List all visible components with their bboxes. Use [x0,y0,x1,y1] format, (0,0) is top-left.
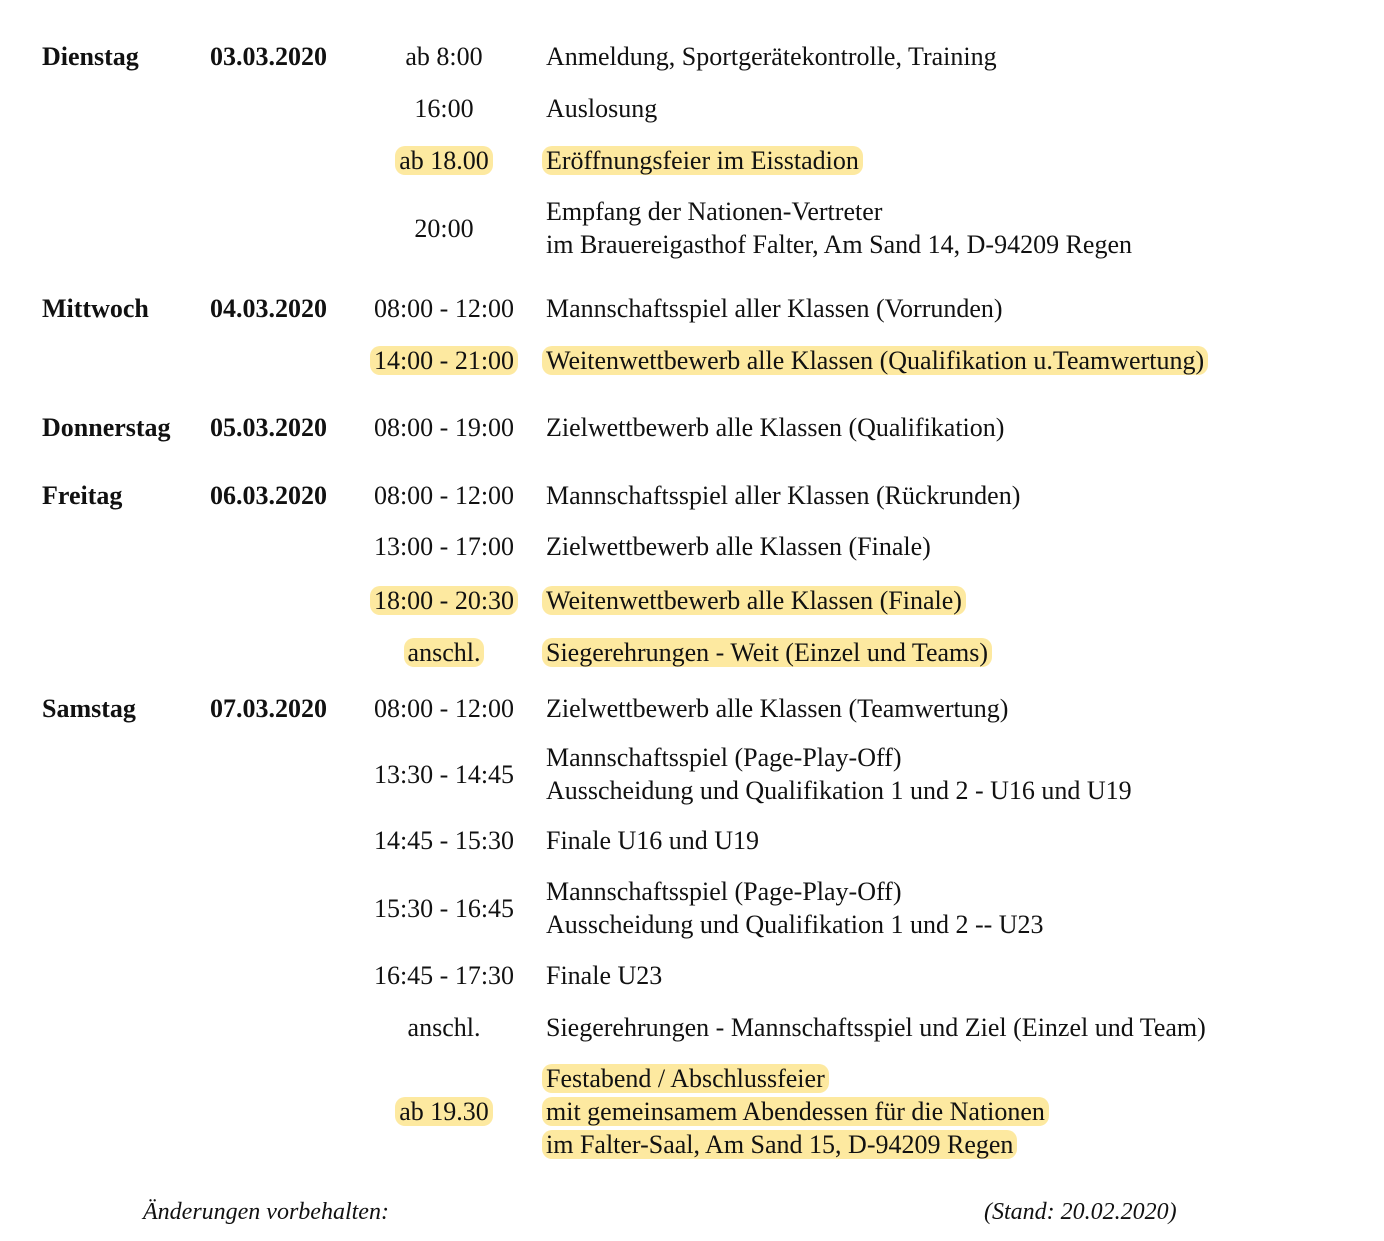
time-text: 18:00 - 20:30 [370,586,518,615]
time-slot [362,411,526,444]
time-text: ab 8:00 [405,42,483,71]
time-slot [362,144,526,177]
event-line: Finale U16 und U19 [546,826,760,855]
time-slot [362,892,526,925]
event-line: Ausscheidung und Qualifikation 1 und 2 - U16 und U19 [546,776,1132,805]
event-line: Zielwettbewerb alle Klassen (Qualifikation) [546,413,1005,442]
event-line: Auslosung [546,94,658,123]
date-label: 05.03.2020 [210,413,327,442]
time-text: 08:00 - 12:00 [373,481,515,510]
event-description [546,824,759,857]
time-text: 13:30 - 14:45 [373,759,515,789]
time-text: 16:45 - 17:30 [373,961,515,990]
event-description [546,875,1044,941]
status-date: (Stand: 20.02.2020) [984,1199,1177,1225]
event-description [546,530,931,563]
time-text: 08:00 - 19:00 [373,413,515,442]
time-slot [362,692,526,725]
time-text: ab 18.00 [395,146,493,175]
time-text: 20:00 [414,213,474,243]
changes-note: Änderungen vorbehalten: [143,1199,389,1225]
event-line: Empfang der Nationen-Vertreter [546,197,883,226]
event-line: Zielwettbewerb alle Klassen (Teamwertung) [546,694,1009,723]
time-text: 13:00 - 17:00 [373,532,515,561]
event-description [546,692,1008,725]
event-line: Ausscheidung und Qualifikation 1 und 2 -- U23 [546,910,1044,939]
date-label: 04.03.2020 [210,294,327,323]
time-slot [362,344,526,377]
event-line: Weitenwettbewerb alle Klassen (Qualifikation u.Teamwertung) [542,346,1208,375]
event-line: Mannschaftsspiel aller Klassen (Rückrunden) [546,481,1021,510]
event-line: Siegerehrungen - Mannschaftsspiel und Ziel (Einzel und Team) [546,1013,1206,1042]
time-slot [362,212,526,245]
event-line: Anmeldung, Sportgerätekontrolle, Training [546,42,997,71]
event-description [546,741,1132,807]
event-line: Zielwettbewerb alle Klassen (Finale) [546,532,931,561]
event-line: Mannschaftsspiel (Page-Play-Off) [546,743,902,772]
event-description [546,344,1204,377]
event-description [546,584,962,617]
time-text: 14:00 - 21:00 [370,346,518,375]
event-line: Siegerehrungen - Weit (Einzel und Teams) [542,638,992,667]
event-description [546,144,859,177]
event-line: Mannschaftsspiel (Page-Play-Off) [546,877,902,906]
time-slot [362,1011,526,1044]
time-text: anschl. [404,638,485,667]
event-description [546,1011,1206,1044]
day-label: Mittwoch [42,294,149,323]
event-description [546,959,662,992]
event-description [546,292,1003,325]
time-slot [362,636,526,669]
event-line: Festabend / Abschlussfeier [542,1064,829,1093]
event-description [546,479,1020,512]
time-slot [362,530,526,563]
date-label: 03.03.2020 [210,42,327,71]
time-slot [362,40,526,73]
time-slot [362,584,526,617]
time-text: 15:30 - 16:45 [373,893,515,923]
time-text: anschl. [407,1013,481,1042]
event-line: Finale U23 [546,961,663,990]
date-label: 06.03.2020 [210,481,327,510]
time-slot [362,1095,526,1128]
day-label: Freitag [42,481,123,510]
time-slot [362,824,526,857]
event-line: Mannschaftsspiel aller Klassen (Vorrunden) [546,294,1003,323]
time-text: 08:00 - 12:00 [373,294,515,323]
event-description [546,40,997,73]
event-line: Eröffnungsfeier im Eisstadion [542,146,863,175]
time-slot [362,959,526,992]
time-slot [362,292,526,325]
time-text: ab 19.30 [395,1097,493,1126]
time-text: 16:00 [414,94,474,123]
event-line: mit gemeinsamem Abendessen für die Nationen [542,1097,1049,1126]
event-description [546,411,1004,444]
event-line: Weitenwettbewerb alle Klassen (Finale) [542,586,966,615]
event-line: im Falter-Saal, Am Sand 15, D-94209 Regen [542,1130,1017,1159]
time-slot [362,92,526,125]
time-text: 14:45 - 15:30 [373,826,515,855]
event-description [546,92,657,125]
event-description [546,636,988,669]
event-line: im Brauereigasthof Falter, Am Sand 14, D-94209 Regen [546,230,1133,259]
time-slot [362,479,526,512]
day-label: Dienstag [42,42,139,71]
event-description [546,195,1132,261]
time-slot [362,758,526,791]
date-label: 07.03.2020 [210,694,327,723]
day-label: Samstag [42,694,136,723]
day-label: Donnerstag [42,413,171,442]
time-text: 08:00 - 12:00 [373,694,515,723]
event-description [546,1062,1045,1161]
